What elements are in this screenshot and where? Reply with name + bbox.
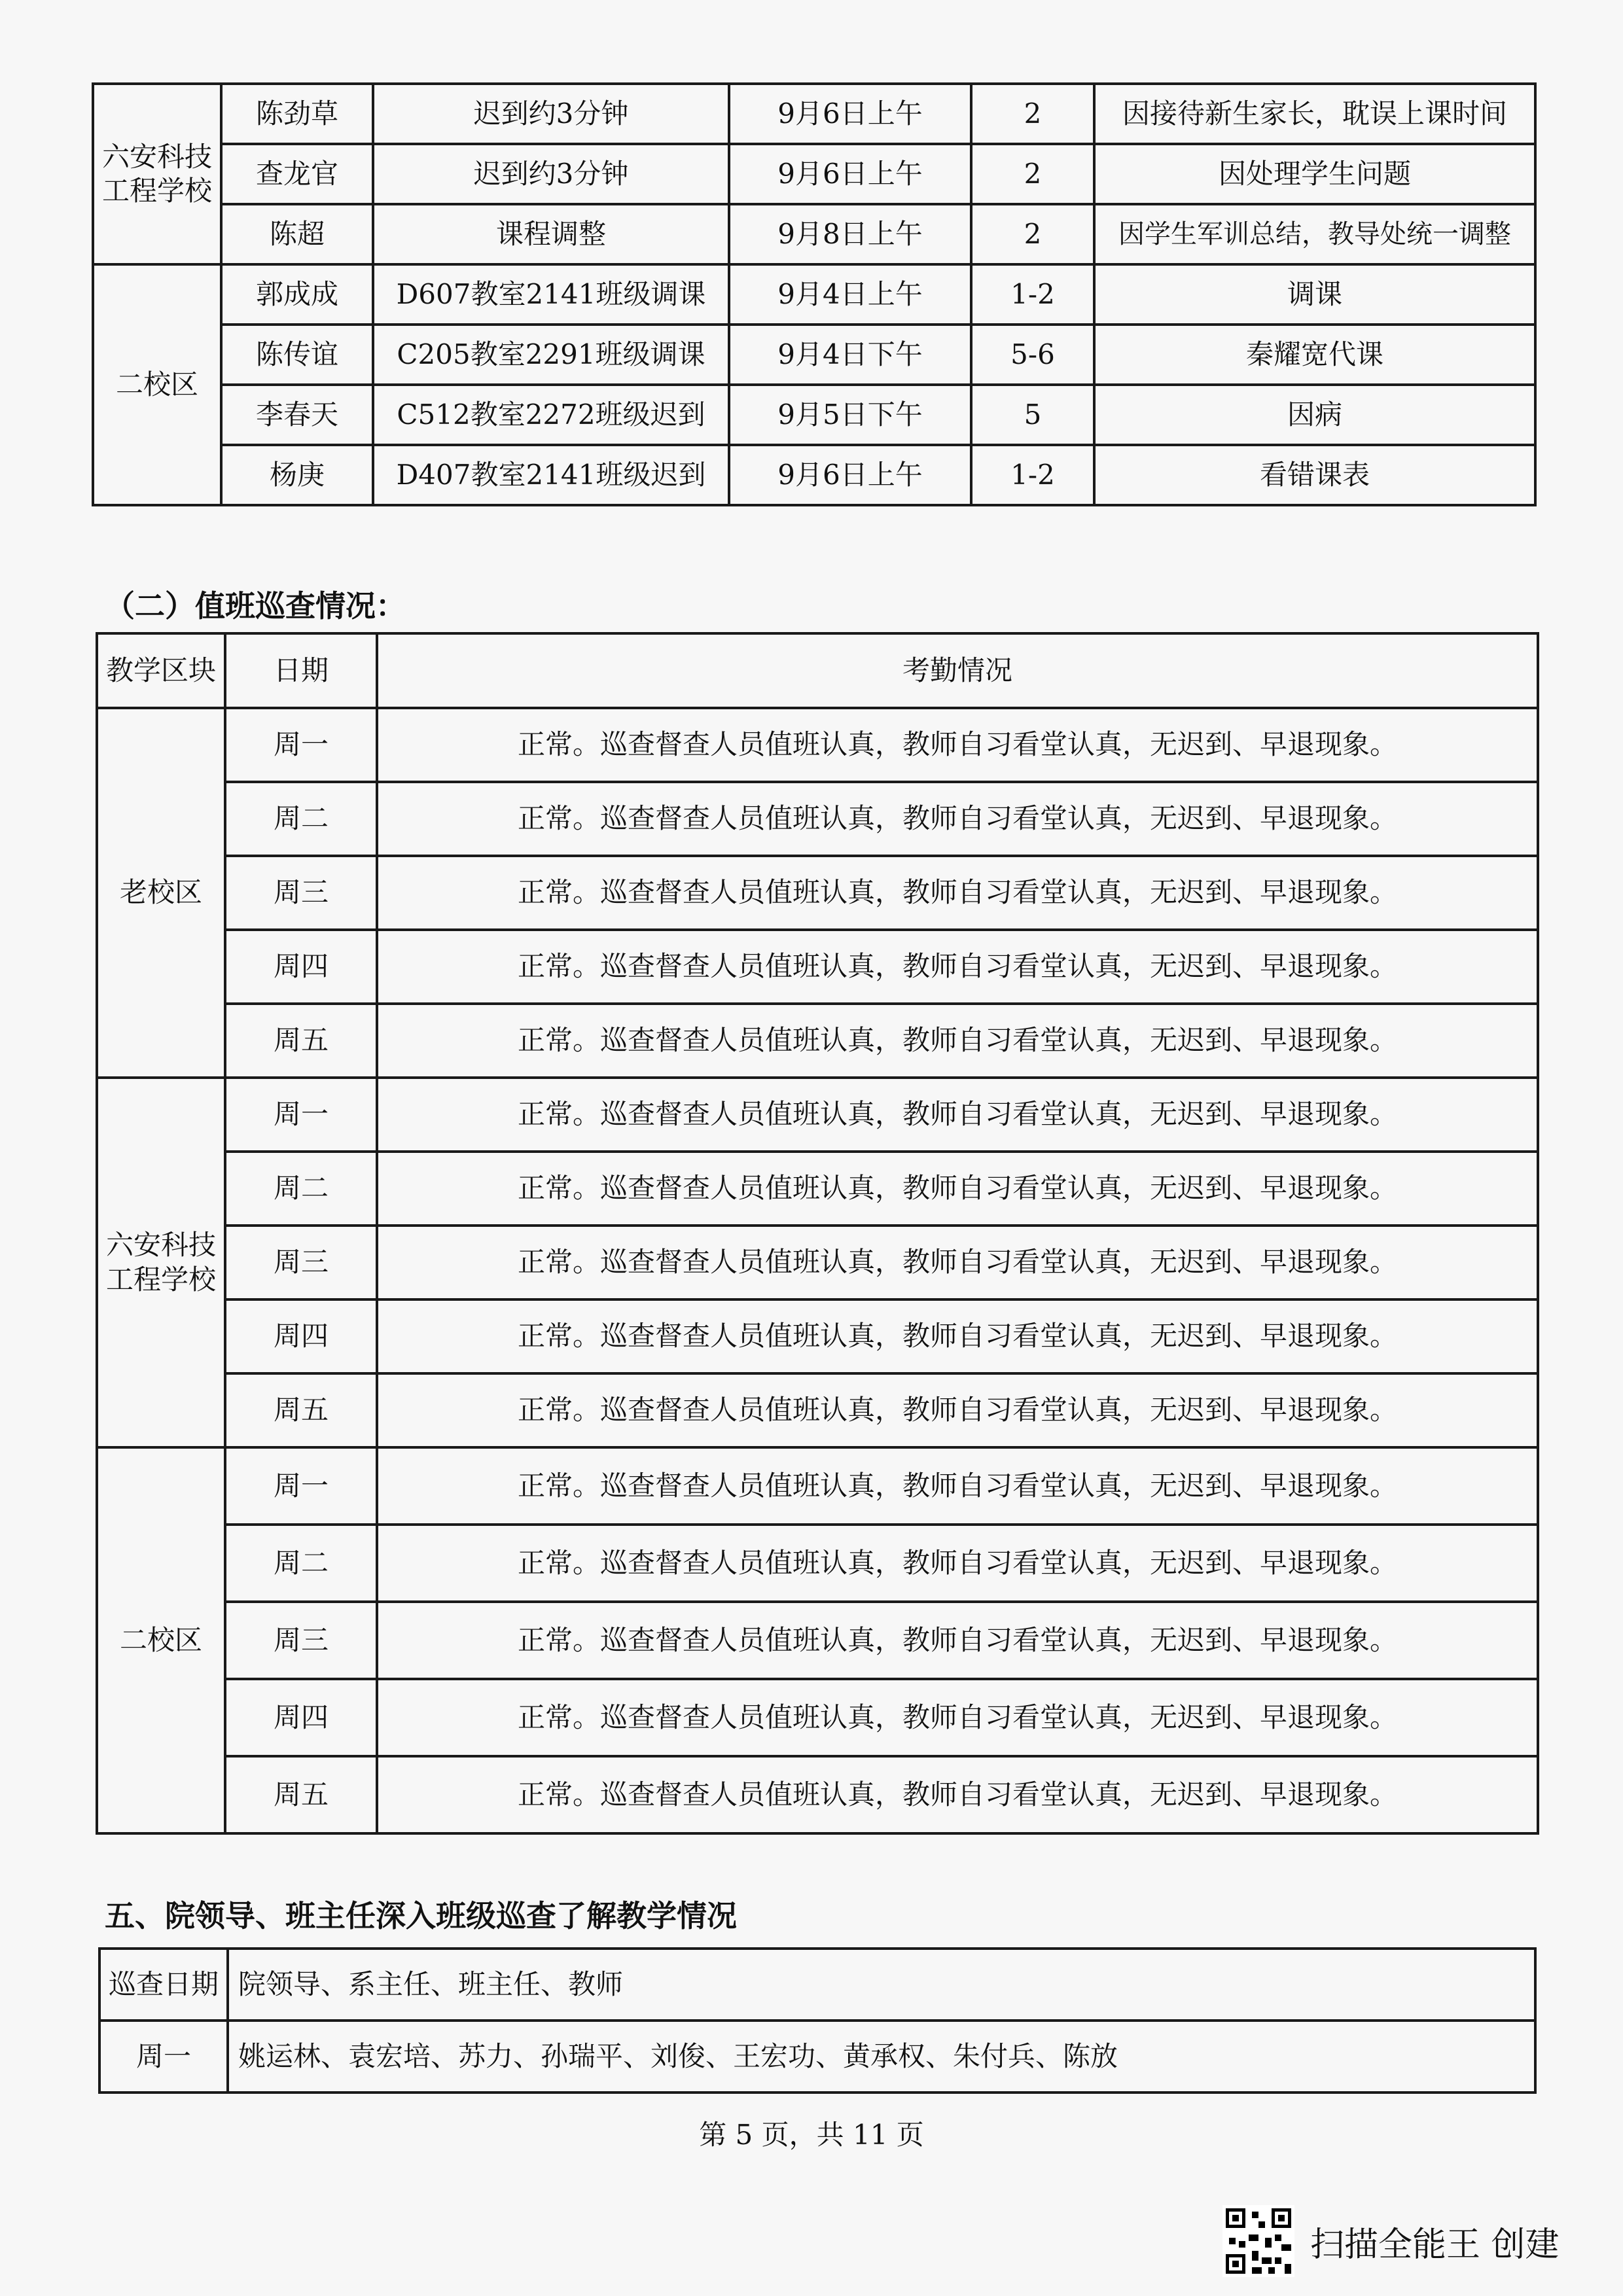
block-cell: 二校区: [93, 264, 221, 505]
table-row: [97, 1078, 1538, 1152]
day-cell: 周二: [225, 1525, 377, 1602]
table-row: [99, 2021, 1535, 2093]
date-cell: 9月6日上午: [729, 144, 971, 204]
event-cell: C512教室2272班级迟到: [373, 385, 729, 445]
day-cell: 周一: [225, 708, 377, 782]
qr-code-icon: [1222, 2205, 1294, 2277]
status-cell: 正常。巡查督查人员值班认真，教师自习看堂认真，无迟到、早退现象。: [377, 1004, 1538, 1078]
status-cell: 正常。巡查督查人员值班认真，教师自习看堂认真，无迟到、早退现象。: [377, 1078, 1538, 1152]
table-row: [97, 1152, 1538, 1226]
table-row: [97, 1679, 1538, 1756]
day-cell: 周五: [225, 1004, 377, 1078]
day-cell: 周一: [225, 1447, 377, 1525]
block-cell: 六安科技工程学校: [93, 84, 221, 264]
day-cell: 周二: [225, 1152, 377, 1226]
day-cell: 周五: [225, 1756, 377, 1833]
event-cell: 迟到约3分钟: [373, 84, 729, 144]
people-cell: 姚运林、袁宏培、苏力、孙瑞平、刘俊、王宏功、黄承权、朱付兵、陈放: [228, 2021, 1535, 2093]
table-row: [93, 445, 1535, 505]
status-cell: 正常。巡查督查人员值班认真，教师自习看堂认真，无迟到、早退现象。: [377, 1447, 1538, 1525]
teacher-name: 陈传谊: [221, 325, 373, 385]
period-cell: 1-2: [971, 264, 1094, 325]
status-cell: 正常。巡查督查人员值班认真，教师自习看堂认真，无迟到、早退现象。: [377, 782, 1538, 856]
status-cell: 正常。巡查督查人员值班认真，教师自习看堂认真，无迟到、早退现象。: [377, 708, 1538, 782]
period-cell: 2: [971, 204, 1094, 264]
table-row: [97, 1373, 1538, 1447]
period-cell: 5-6: [971, 325, 1094, 385]
date-cell: 9月6日上午: [729, 445, 971, 505]
table-row: [93, 325, 1535, 385]
day-cell: 周四: [225, 1299, 377, 1373]
date-cell: 9月4日上午: [729, 264, 971, 325]
status-cell: 正常。巡查督查人员值班认真，教师自习看堂认真，无迟到、早退现象。: [377, 1373, 1538, 1447]
table-row: [97, 1004, 1538, 1078]
event-cell: D407教室2141班级迟到: [373, 445, 729, 505]
table-row: [97, 1602, 1538, 1679]
leader-patrol-table: [98, 1947, 1537, 2094]
reason-cell: 看错课表: [1094, 445, 1535, 505]
status-cell: 正常。巡查督查人员值班认真，教师自习看堂认真，无迟到、早退现象。: [377, 856, 1538, 930]
day-cell: 周三: [225, 856, 377, 930]
table-row: [97, 1299, 1538, 1373]
table-row: [93, 84, 1535, 144]
table-header-row: [97, 633, 1538, 708]
table-row: [97, 1447, 1538, 1525]
event-cell: C205教室2291班级调课: [373, 325, 729, 385]
header-date: 巡查日期: [99, 1949, 228, 2021]
status-cell: 正常。巡查督查人员值班认真，教师自习看堂认真，无迟到、早退现象。: [377, 1679, 1538, 1756]
teacher-name: 郭成成: [221, 264, 373, 325]
status-cell: 正常。巡查督查人员值班认真，教师自习看堂认真，无迟到、早退现象。: [377, 1226, 1538, 1299]
header-block: 教学区块: [97, 633, 225, 708]
reason-cell: 因学生军训总结，教导处统一调整: [1094, 204, 1535, 264]
period-cell: 1-2: [971, 445, 1094, 505]
table-row: [93, 385, 1535, 445]
table-row: [93, 204, 1535, 264]
teacher-name: 陈超: [221, 204, 373, 264]
header-attendance: 考勤情况: [377, 633, 1538, 708]
event-cell: 迟到约3分钟: [373, 144, 729, 204]
teacher-name: 杨庚: [221, 445, 373, 505]
table-row: [97, 1525, 1538, 1602]
duty-patrol-table: [96, 632, 1539, 1835]
attendance-exceptions-table: [92, 82, 1537, 506]
day-cell: 周四: [225, 930, 377, 1004]
teacher-name: 查龙官: [221, 144, 373, 204]
table-header-row: [99, 1949, 1535, 2021]
table-row: [97, 782, 1538, 856]
status-cell: 正常。巡查督查人员值班认真，教师自习看堂认真，无迟到、早退现象。: [377, 1756, 1538, 1833]
period-cell: 2: [971, 144, 1094, 204]
reason-cell: 秦耀宽代课: [1094, 325, 1535, 385]
table-row: [97, 856, 1538, 930]
table-row: [97, 708, 1538, 782]
reason-cell: 因接待新生家长，耽误上课时间: [1094, 84, 1535, 144]
day-cell: 周二: [225, 782, 377, 856]
day-cell: 周三: [225, 1602, 377, 1679]
status-cell: 正常。巡查督查人员值班认真，教师自习看堂认真，无迟到、早退现象。: [377, 1152, 1538, 1226]
event-cell: D607教室2141班级调课: [373, 264, 729, 325]
day-cell: 周一: [225, 1078, 377, 1152]
period-cell: 5: [971, 385, 1094, 445]
scanner-watermark: [1222, 2205, 1560, 2277]
status-cell: 正常。巡查督查人员值班认真，教师自习看堂认真，无迟到、早退现象。: [377, 930, 1538, 1004]
reason-cell: 因病: [1094, 385, 1535, 445]
event-cell: 课程调整: [373, 204, 729, 264]
table-row: [97, 1226, 1538, 1299]
teacher-name: 陈劲草: [221, 84, 373, 144]
date-cell: 9月4日下午: [729, 325, 971, 385]
block-cell: 六安科技工程学校: [97, 1078, 225, 1447]
header-people: 院领导、系主任、班主任、教师: [228, 1949, 1535, 2021]
status-cell: 正常。巡查督查人员值班认真，教师自习看堂认真，无迟到、早退现象。: [377, 1525, 1538, 1602]
page-number: 第 5 页，共 11 页: [699, 2119, 924, 2151]
period-cell: 2: [971, 84, 1094, 144]
block-cell: 老校区: [97, 708, 225, 1078]
teacher-name: 李春天: [221, 385, 373, 445]
status-cell: 正常。巡查督查人员值班认真，教师自习看堂认真，无迟到、早退现象。: [377, 1299, 1538, 1373]
day-cell: 周三: [225, 1226, 377, 1299]
table-row: [93, 144, 1535, 204]
table-row: [97, 930, 1538, 1004]
section-5-title: 五、院领导、班主任深入班级巡查了解教学情况: [105, 1898, 737, 1934]
day-cell: 周四: [225, 1679, 377, 1756]
section-2-title: （二）值班巡查情况：: [105, 588, 406, 624]
scanner-app-label: 扫描全能王 创建: [1310, 2225, 1560, 2265]
date-cell: 9月8日上午: [729, 204, 971, 264]
day-cell: 周五: [225, 1373, 377, 1447]
status-cell: 正常。巡查督查人员值班认真，教师自习看堂认真，无迟到、早退现象。: [377, 1602, 1538, 1679]
day-cell: 周一: [99, 2021, 228, 2093]
block-cell: 二校区: [97, 1447, 225, 1833]
reason-cell: 调课: [1094, 264, 1535, 325]
reason-cell: 因处理学生问题: [1094, 144, 1535, 204]
header-date: 日期: [225, 633, 377, 708]
date-cell: 9月6日上午: [729, 84, 971, 144]
table-row: [97, 1756, 1538, 1833]
date-cell: 9月5日下午: [729, 385, 971, 445]
table-row: [93, 264, 1535, 325]
